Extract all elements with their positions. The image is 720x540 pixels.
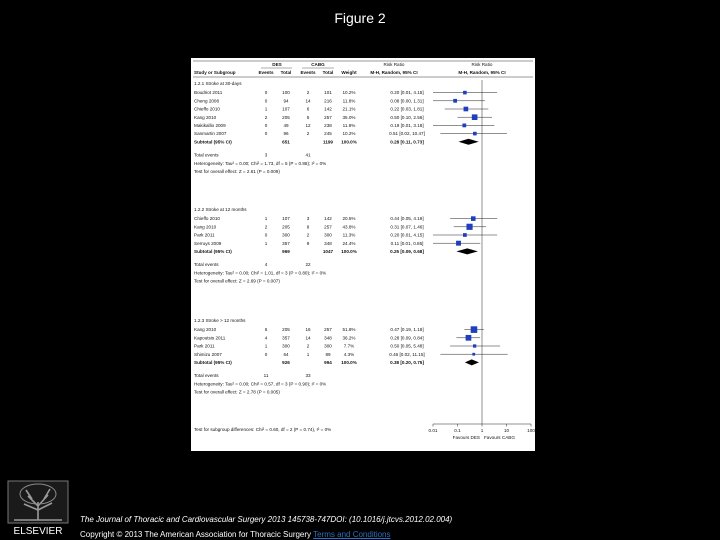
subtotal-diamond — [465, 359, 479, 365]
study-name: Kang 2010 — [194, 327, 217, 333]
study-name: Kapoutsis 2011 — [194, 335, 226, 341]
study-total-des: 357 — [282, 240, 290, 246]
study-effect-marker — [472, 114, 478, 120]
study-events-des: 1 — [264, 216, 268, 222]
study-name: Chieffo 2010 — [194, 106, 220, 112]
study-events-des: 6 — [264, 327, 268, 333]
forest-plot-panel — [191, 58, 535, 451]
subtotal-total-cabg: 1199 — [323, 139, 333, 145]
study-total-des: 64 — [283, 351, 289, 357]
study-ci-text: 0.11 [0.01, 0.85] — [390, 240, 424, 246]
study-ci-text: 0.19 [0.01, 3.18] — [390, 123, 424, 128]
header-study: Study or Subgroup — [194, 70, 236, 75]
study-total-cabg: 300 — [324, 343, 332, 349]
study-effect-marker — [462, 124, 466, 128]
header-plot-method: M-H, Random, 95% CI — [458, 70, 506, 75]
header-events-des: Events — [258, 70, 274, 75]
subgroup-title: 1.2.1 Stroke at 30-days — [194, 81, 242, 86]
overall-effect-text: Test for overall effect: Z = 2.69 (P = 0.007) — [194, 278, 280, 284]
study-weight: 11.8% — [342, 98, 356, 104]
study-events-cabg: 14 — [305, 98, 311, 104]
study-weight: 10.2% — [342, 90, 356, 96]
header-group-des: DES — [272, 62, 282, 67]
study-ci-text: 0.31 [0.07, 1.46] — [390, 224, 424, 230]
study-ci-text: 0.50 [0.05, 5.48] — [390, 343, 424, 349]
total-events-des: 3 — [264, 152, 268, 158]
subtotal-ci-text: 0.38 [0.20, 0.75] — [390, 360, 424, 365]
study-effect-marker — [456, 241, 461, 246]
subtotal-total-des: 651 — [282, 139, 290, 145]
x-tick-label: 100 — [527, 428, 535, 433]
subtotal-total-cabg: 994 — [324, 360, 332, 365]
study-name: Sanmartin 2007 — [194, 131, 227, 137]
study-events-des: 0 — [264, 98, 268, 104]
subtotal-total-des: 969 — [282, 249, 290, 254]
study-total-cabg: 101 — [324, 90, 332, 96]
study-effect-marker — [466, 224, 472, 230]
study-events-cabg: 2 — [306, 343, 310, 349]
total-events-cabg: 41 — [305, 152, 311, 158]
study-events-cabg: 12 — [305, 123, 311, 128]
heterogeneity-text: Heterogeneity: Tau² = 0.00; Chi² = 1.01, df = 3 (P = 0.80); I² = 0% — [194, 270, 327, 276]
study-events-cabg: 6 — [306, 106, 310, 112]
subtotal-total-des: 926 — [282, 360, 290, 365]
study-events-des: 1 — [264, 240, 268, 246]
study-name: Chieffo 2010 — [194, 216, 220, 222]
study-weight: 7.7% — [343, 343, 355, 349]
study-total-des: 300 — [282, 343, 290, 349]
favours-des-label: Favours DES — [452, 435, 480, 440]
subtotal-label: Subtotal (95% CI) — [194, 249, 232, 254]
study-effect-marker — [472, 353, 475, 356]
study-name: Cheng 2008 — [194, 98, 220, 104]
study-total-des: 205 — [282, 327, 290, 333]
study-ci-text: 0.46 [0.02, 11.15] — [389, 351, 425, 357]
subtotal-ci-text: 0.25 [0.09, 0.68] — [390, 249, 424, 254]
study-events-des: 2 — [264, 224, 268, 230]
study-weight: 10.2% — [342, 131, 356, 137]
study-ci-text: 0.50 [0.10, 2.56] — [390, 114, 424, 120]
study-events-cabg: 5 — [306, 114, 310, 120]
study-weight: 21.1% — [342, 106, 356, 112]
study-events-des: 4 — [264, 335, 268, 341]
overall-effect-text: Test for overall effect: Z = 2.61 (P = 0.009) — [194, 169, 280, 174]
study-total-cabg: 348 — [324, 240, 332, 246]
heterogeneity-text: Heterogeneity: Tau² = 0.00; Chi² = 1.73, df = 5 (P = 0.88); I² = 0% — [194, 160, 327, 166]
total-events-cabg: 33 — [305, 373, 311, 379]
study-weight: 24.4% — [342, 240, 356, 246]
study-weight: 36.2% — [342, 335, 356, 341]
x-tick-label: 1 — [480, 428, 484, 433]
study-events-des: 1 — [264, 343, 268, 349]
study-events-cabg: 3 — [306, 216, 310, 222]
subtotal-diamond — [459, 139, 479, 145]
study-events-des: 0 — [264, 123, 268, 128]
study-events-des: 1 — [264, 106, 268, 112]
study-total-cabg: 257 — [324, 114, 332, 120]
subtotal-ci-text: 0.28 [0.11, 0.73] — [390, 139, 424, 145]
study-total-cabg: 257 — [324, 224, 332, 230]
total-events-des: 11 — [263, 373, 269, 379]
study-effect-marker — [463, 91, 467, 95]
total-events-des: 4 — [264, 262, 268, 268]
study-total-des: 205 — [282, 224, 290, 230]
total-events-cabg: 22 — [305, 262, 311, 268]
study-total-des: 205 — [282, 114, 290, 120]
study-total-cabg: 257 — [324, 327, 332, 333]
study-effect-marker — [466, 335, 472, 341]
study-total-cabg: 245 — [324, 131, 332, 137]
subtotal-weight: 100.0% — [341, 139, 357, 145]
study-ci-text: 0.22 [0.03, 1.81] — [390, 106, 424, 112]
study-ci-text: 0.51 [0.02, 10.47] — [389, 131, 425, 137]
study-ci-text: 0.20 [0.01, 4.15] — [390, 232, 424, 238]
study-name: Kang 2010 — [194, 224, 217, 230]
elsevier-logo — [6, 480, 70, 538]
study-total-des: 96 — [283, 131, 289, 137]
study-total-cabg: 300 — [324, 232, 332, 238]
subtotal-label: Subtotal (95% CI) — [194, 139, 232, 145]
study-total-cabg: 238 — [324, 123, 332, 128]
study-total-des: 107 — [282, 216, 290, 222]
study-weight: 11.3% — [342, 232, 356, 238]
header-total-cabg: Total — [322, 70, 334, 75]
x-tick-label: 10 — [503, 428, 510, 433]
study-name: Serruys 2009 — [194, 240, 222, 246]
study-ci-text: 0.08 [0.00, 1.31] — [390, 98, 424, 104]
study-effect-marker — [471, 326, 478, 333]
figure-title: Figure 2 — [334, 10, 386, 26]
study-weight: 43.8% — [342, 224, 356, 230]
study-total-cabg: 348 — [324, 335, 332, 341]
study-ci-text: 0.20 [0.01, 4.15] — [390, 90, 424, 96]
study-ci-text: 0.44 [0.05, 4.19] — [390, 216, 424, 222]
total-events-label: Total events — [194, 152, 219, 158]
elsevier-wordmark: ELSEVIER — [13, 526, 63, 537]
study-events-cabg: 9 — [306, 240, 310, 246]
study-total-des: 300 — [282, 232, 290, 238]
study-name: Makikallio 2009 — [194, 123, 226, 128]
header-group-cabg: CABG — [311, 62, 325, 67]
study-events-cabg: 2 — [306, 232, 310, 238]
header-total-des: Total — [280, 70, 292, 75]
study-name: Shimizu 2007 — [194, 351, 222, 357]
favours-cabg-label: Favours CABG — [484, 435, 515, 440]
study-total-cabg: 216 — [324, 98, 332, 104]
study-total-cabg: 142 — [324, 216, 332, 222]
copyright-text: Copyright © 2013 The American Association for Thoracic Surgery — [80, 530, 312, 539]
subtotal-label: Subtotal (95% CI) — [194, 360, 232, 365]
study-events-cabg: 1 — [306, 351, 310, 357]
study-name: Boudriot 2011 — [194, 90, 223, 96]
header-weight: Weight — [341, 70, 357, 75]
study-events-cabg: 16 — [305, 327, 311, 333]
study-events-des: 0 — [264, 90, 268, 96]
subgroup-title: 1.2.2 Stroke at 12 months — [194, 207, 247, 212]
study-total-des: 357 — [282, 335, 290, 341]
study-events-cabg: 8 — [306, 224, 310, 230]
study-effect-marker — [453, 99, 457, 103]
study-events-des: 0 — [264, 131, 268, 137]
study-name: Park 2011 — [194, 232, 215, 238]
header-plot-risk-ratio: Risk Ratio — [471, 62, 493, 67]
study-total-des: 107 — [282, 106, 290, 112]
subtotal-weight: 100.0% — [341, 360, 357, 365]
study-weight: 11.8% — [342, 123, 356, 128]
forest-plot — [191, 58, 535, 451]
study-events-des: 2 — [264, 114, 268, 120]
study-events-cabg: 2 — [306, 131, 310, 137]
study-name: Park 2011 — [194, 343, 215, 349]
subgroup-title: 1.2.3 Stroke > 12 months — [194, 318, 246, 323]
study-weight: 20.5% — [342, 216, 356, 222]
study-total-des: 100 — [282, 90, 290, 96]
study-effect-marker — [464, 107, 469, 112]
terms-link[interactable]: Terms and Conditions — [313, 530, 391, 539]
study-events-cabg: 2 — [306, 90, 310, 96]
x-tick-label: 0.1 — [454, 428, 461, 433]
study-weight: 51.8% — [342, 327, 356, 333]
study-total-cabg: 89 — [325, 351, 331, 357]
copyright-line — [80, 530, 391, 539]
subtotal-total-cabg: 1047 — [322, 249, 334, 254]
study-total-des: 94 — [283, 98, 289, 104]
header-events-cabg: Events — [300, 70, 316, 75]
subgroup-difference-test: Test for subgroup differences: Chi² = 0.60, df = 2 (P = 0.74), I² = 0% — [194, 427, 332, 432]
study-effect-marker — [463, 233, 467, 237]
header-method: M-H, Random, 95% CI — [370, 70, 418, 75]
study-effect-marker — [473, 132, 477, 136]
study-total-cabg: 142 — [324, 106, 332, 112]
heterogeneity-text: Heterogeneity: Tau² = 0.00; Chi² = 0.57, df = 3 (P = 0.90); I² = 0% — [194, 381, 327, 387]
study-ci-text: 0.47 [0.19, 1.18] — [390, 327, 424, 333]
overall-effect-text: Test for overall effect: Z = 2.78 (P = 0.005) — [194, 389, 280, 395]
total-events-label: Total events — [194, 262, 219, 268]
total-events-label: Total events — [194, 373, 219, 379]
study-effect-marker — [473, 344, 476, 347]
study-name: Kang 2010 — [194, 114, 217, 120]
study-events-des: 0 — [264, 351, 268, 357]
x-tick-label: 0.01 — [428, 428, 438, 433]
study-ci-text: 0.28 [0.09, 0.84] — [390, 335, 424, 341]
study-effect-marker — [471, 216, 476, 221]
study-events-des: 0 — [264, 232, 268, 238]
study-weight: 4.3% — [343, 351, 355, 357]
study-events-cabg: 14 — [305, 335, 311, 341]
study-total-des: 49 — [283, 123, 289, 128]
header-risk-ratio: Risk Ratio — [383, 62, 405, 67]
subtotal-weight: 100.0% — [341, 249, 357, 254]
subtotal-diamond — [456, 248, 478, 254]
figure-caption: The Journal of Thoracic and Cardiovascular Surgery 2013 145738-747DOI: (10.1016/j.jtcvs.2012.02.004) — [80, 515, 453, 524]
study-weight: 35.0% — [342, 114, 356, 120]
